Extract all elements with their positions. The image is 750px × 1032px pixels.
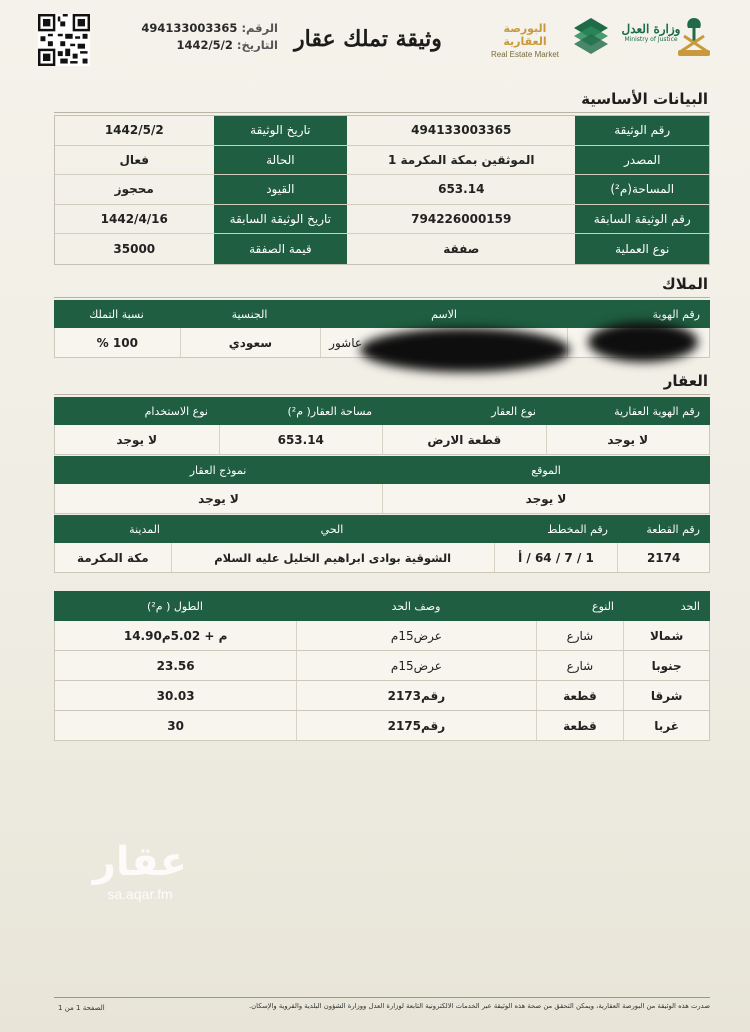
cell-property-type: قطعة الارض [382, 425, 546, 454]
cell-border-length: 30 [167, 718, 184, 733]
cell-border-desc: رقم2175 [296, 711, 535, 740]
label-prev-doc-date: تاريخ الوثيقة السابقة [214, 205, 348, 234]
col-property-type: نوع العقار [491, 404, 536, 418]
meta-date-label: التاريخ: [236, 38, 278, 52]
cell-property-id: لا يوجد [546, 425, 710, 454]
table-header [54, 456, 710, 484]
property-table-2 [54, 456, 710, 514]
redaction-mark [588, 322, 698, 362]
owner-name-visible: عاشور [329, 335, 363, 350]
value-prev-doc-number: 794226000159 [411, 212, 512, 227]
watermark-text: عقار [92, 839, 188, 885]
table-row [54, 711, 710, 741]
table-row [54, 425, 710, 455]
label-doc-number: رقم الوثيقة [575, 116, 709, 145]
col-district: الحي [320, 522, 344, 536]
label-deal-value: قيمة الصفقة [214, 234, 348, 264]
cell-usage-type: لا يوجد [116, 432, 158, 447]
col-border: الحد [680, 599, 700, 613]
cell-nationality: سعودي [180, 328, 321, 357]
divider [54, 297, 710, 298]
real-estate-market-logo [484, 22, 566, 59]
meta-number-label: الرقم: [241, 21, 278, 35]
cell-border-type: شارع [536, 651, 624, 680]
table-row [55, 116, 709, 146]
table-row [54, 484, 710, 514]
ministry-of-justice-logo [620, 22, 682, 43]
table-header [54, 591, 710, 621]
table-row [54, 621, 710, 651]
property-table-1 [54, 397, 710, 455]
label-restrictions: القيود [214, 175, 348, 204]
footer-divider [54, 997, 710, 998]
col-nationality: الجنسية [231, 307, 268, 321]
value-doc-date: 1442/5/2 [104, 123, 164, 138]
value-operation-type: صفقة [443, 242, 480, 257]
label-area: المساحة(م²) [575, 175, 709, 204]
col-property-area: مساحة العقار( م²) [287, 404, 372, 418]
rem-logo-ar: البورصة العقارية [503, 22, 547, 48]
col-property-model: نموذج العقار [189, 463, 247, 477]
cell-plot-number: 2174 [617, 543, 709, 572]
cell-border: غربا [623, 711, 709, 740]
col-city: المدينة [129, 522, 160, 536]
col-border-desc: وصف الحد [391, 599, 441, 613]
meta-date: 1442/5/2 [176, 38, 233, 52]
label-prev-doc-number: رقم الوثيقة السابقة [575, 205, 709, 234]
borders-table [54, 591, 710, 741]
col-id: رقم الهوية [652, 307, 700, 321]
watermark-url: sa.aqar.fm [107, 886, 173, 902]
value-deal-value: 35000 [113, 242, 156, 257]
value-restrictions: محجوز [114, 182, 154, 197]
document-meta [108, 20, 278, 54]
page-number: الصفحة 1 من 1 [58, 1004, 105, 1012]
table-row [55, 146, 709, 176]
cell-border: جنوبا [623, 651, 709, 680]
cell-plan-number: 1 / 7 / 64 / أ [494, 543, 618, 572]
table-row [55, 234, 709, 264]
col-border-type: النوع [592, 599, 614, 613]
aqar-watermark [78, 838, 202, 902]
section-title-owners: الملاك [662, 275, 708, 293]
moj-logo-ar: وزارة العدل [621, 22, 681, 36]
col-plan-number: رقم المخطط [547, 522, 608, 536]
basic-info-table [54, 115, 710, 265]
saudi-emblem-icon [674, 14, 714, 58]
real-estate-mark-icon [570, 14, 612, 58]
value-area: 653.14 [438, 182, 485, 197]
value-status: فعال [119, 152, 150, 167]
cell-city: مكة المكرمة [76, 550, 149, 565]
value-source: الموثقين بمكة المكرمة 1 [387, 152, 535, 167]
table-row [55, 205, 709, 235]
cell-border-length: م + 5.02م14.90 [123, 628, 228, 643]
divider [54, 394, 710, 395]
page-title: وثيقة تملك عقار [294, 26, 442, 52]
cell-location: لا يوجد [382, 484, 709, 513]
qr-code-icon [38, 14, 90, 66]
cell-border-type: شارع [536, 621, 624, 650]
table-row [54, 681, 710, 711]
section-title-basic: البيانات الأساسية [581, 90, 708, 108]
cell-border-type: قطعة [536, 681, 624, 710]
cell-border-desc: رقم2173 [296, 681, 535, 710]
label-doc-date: تاريخ الوثيقة [214, 116, 348, 145]
table-header [54, 397, 710, 425]
rem-logo-en: Real Estate Market [490, 50, 560, 59]
cell-property-model: لا يوجد [198, 491, 239, 506]
col-location: الموقع [531, 463, 561, 477]
property-table-3 [54, 515, 710, 573]
col-border-length: الطول ( م²) [147, 599, 203, 613]
cell-border-length: 23.56 [156, 658, 195, 673]
cell-share: 100 % [96, 335, 138, 350]
cell-border-desc: عرض15م [296, 651, 535, 680]
value-prev-doc-date: 1442/4/16 [100, 212, 168, 227]
cell-district: الشوقية بوادى ابراهيم الخليل عليه السلام [171, 543, 494, 572]
section-title-property: العقار [663, 372, 708, 390]
col-plot-number: رقم القطعة [646, 522, 700, 536]
cell-border-type: قطعة [536, 711, 624, 740]
table-header [54, 515, 710, 543]
label-status: الحالة [214, 146, 348, 175]
cell-border-length: 30.03 [156, 688, 195, 703]
col-name: الاسم [431, 307, 457, 321]
col-share: نسبة التملك [89, 307, 144, 321]
cell-property-area: 653.14 [219, 425, 383, 454]
col-usage-type: نوع الاستخدام [144, 404, 208, 418]
table-row [54, 543, 710, 573]
cell-border-desc: عرض15م [296, 621, 535, 650]
label-source: المصدر [575, 146, 709, 175]
cell-border: شرقا [623, 681, 709, 710]
document-header [0, 0, 750, 80]
value-doc-number: 494133003365 [411, 123, 512, 138]
table-row [55, 175, 709, 205]
divider [54, 112, 710, 113]
col-property-id: رقم الهوية العقارية [614, 404, 700, 418]
footer-note: صدرت هذه الوثيقة من البورصة العقارية، ويمكن التحقق من صحة هذه الوثيقة عبر الخدمات الالكترونية التابعة لوزارة العدل ووزارة الشؤون البلدية والقروية والإسكان. [248, 1002, 710, 1010]
label-operation-type: نوع العملية [575, 234, 709, 264]
redaction-mark [360, 328, 570, 372]
meta-number: 494133003365 [141, 21, 238, 35]
table-row [54, 651, 710, 681]
cell-border: شمالا [623, 621, 709, 650]
moj-logo-en: Ministry of Justice [624, 36, 678, 43]
table-header [54, 300, 710, 328]
